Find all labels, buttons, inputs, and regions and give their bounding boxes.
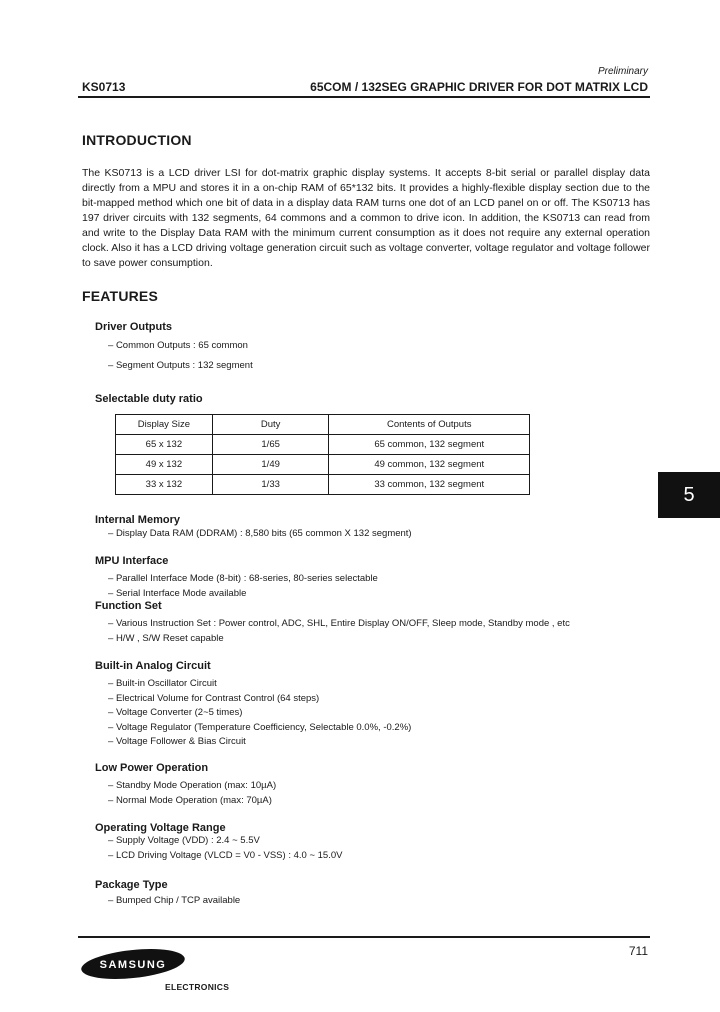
package-type-list (108, 894, 240, 909)
list-item: – Normal Mode Operation (max: 70µA) (108, 794, 276, 809)
list-item: – Standby Mode Operation (max: 10µA) (108, 779, 276, 794)
header-divider (78, 96, 650, 98)
table-row (116, 455, 530, 475)
table-cell: 33 common, 132 segment (329, 475, 530, 495)
list-item: – Voltage Follower & Bias Circuit (108, 735, 411, 750)
column-header: Contents of Outputs (329, 415, 530, 435)
list-item: – Supply Voltage (VDD) : 2.4 ~ 5.5V (108, 834, 342, 849)
part-number: KS0713 (82, 80, 126, 94)
features-heading: FEATURES (82, 288, 159, 304)
list-item: – Display Data RAM (DDRAM) : 8,580 bits (65 common X 132 segment) (108, 527, 412, 542)
column-header: Duty (212, 415, 329, 435)
list-item: – Segment Outputs : 132 segment (108, 359, 253, 374)
mpu-interface-heading: MPU Interface (95, 555, 169, 567)
list-item: – Voltage Converter (2~5 times) (108, 706, 411, 721)
list-item: – Electrical Volume for Contrast Control (64 steps) (108, 692, 411, 707)
list-item: – H/W , S/W Reset capable (108, 632, 570, 647)
list-item: – Common Outputs : 65 common (108, 339, 253, 354)
internal-memory-list (108, 527, 412, 542)
list-item: – Bumped Chip / TCP available (108, 894, 240, 909)
introduction-paragraph: The KS0713 is a LCD driver LSI for dot-matrix graphic display systems. It accepts 8-bit serial or parallel display data directly from a MPU and stores it in a on-chip RAM of 65*132 bits. It provides a highly-flexible display section due to the bit-mapped method which one bit of data in a display data RAM turns one dot of an LCD panel on or off. The KS0713 has 197 driver circuits with 132 segments, 64 commons and a common to drive icon. In addition, the KS0713 can read from and write to the Display Data RAM with the minimum current consumption as it does not require any external operation clock. Also it has a LCD driving voltage generation circuit such as voltage converter, voltage regulator and voltage follower to save power consumption. (82, 167, 650, 269)
table-cell: 65 x 132 (116, 435, 213, 455)
low-power-heading: Low Power Operation (95, 762, 209, 774)
page-number: 711 (628, 944, 648, 958)
table-row (116, 435, 530, 455)
function-set-heading: Function Set (95, 600, 162, 612)
low-power-list (108, 779, 276, 808)
duty-ratio-heading: Selectable duty ratio (95, 393, 203, 405)
logo-text: SAMSUNG (99, 959, 167, 971)
table-cell: 1/33 (212, 475, 329, 495)
list-item: – Voltage Regulator (Temperature Coefficiency, Selectable 0.0%, -0.2%) (108, 721, 411, 736)
introduction-heading: INTRODUCTION (82, 132, 192, 148)
mpu-interface-list (108, 572, 378, 601)
table-cell: 49 x 132 (116, 455, 213, 475)
list-item: – Built-in Oscillator Circuit (108, 677, 411, 692)
table-row (116, 475, 530, 495)
voltage-range-heading: Operating Voltage Range (95, 822, 226, 834)
column-header: Display Size (116, 415, 213, 435)
table-cell: 65 common, 132 segment (329, 435, 530, 455)
table-cell: 1/65 (212, 435, 329, 455)
list-item: – Various Instruction Set : Power control, ADC, SHL, Entire Display ON/OFF, Sleep mode, Standby mode , etc (108, 617, 570, 632)
driver-outputs-list (108, 339, 253, 373)
table-cell: 1/49 (212, 455, 329, 475)
document-title: 65COM / 132SEG GRAPHIC DRIVER FOR DOT MATRIX LCD (310, 80, 648, 94)
footer-divider (78, 936, 650, 938)
list-item: – Parallel Interface Mode (8-bit) : 68-series, 80-series selectable (108, 572, 378, 587)
table-cell: 49 common, 132 segment (329, 455, 530, 475)
section-tab: 5 (658, 472, 720, 518)
list-item: – LCD Driving Voltage (VLCD = V0 - VSS) : 4.0 ~ 15.0V (108, 849, 342, 864)
table-header-row (116, 415, 530, 435)
table-cell: 33 x 132 (116, 475, 213, 495)
electronics-label: ELECTRONICS (165, 982, 230, 992)
list-item: – Serial Interface Mode available (108, 587, 378, 602)
package-type-heading: Package Type (95, 879, 168, 891)
driver-outputs-heading: Driver Outputs (95, 321, 173, 333)
preliminary-label: Preliminary (597, 66, 648, 77)
duty-ratio-table (115, 414, 530, 495)
internal-memory-heading: Internal Memory (95, 514, 180, 526)
voltage-range-list (108, 834, 342, 863)
function-set-list (108, 617, 570, 646)
samsung-logo (80, 948, 186, 980)
analog-circuit-heading: Built-in Analog Circuit (95, 660, 211, 672)
analog-circuit-list (108, 677, 411, 750)
